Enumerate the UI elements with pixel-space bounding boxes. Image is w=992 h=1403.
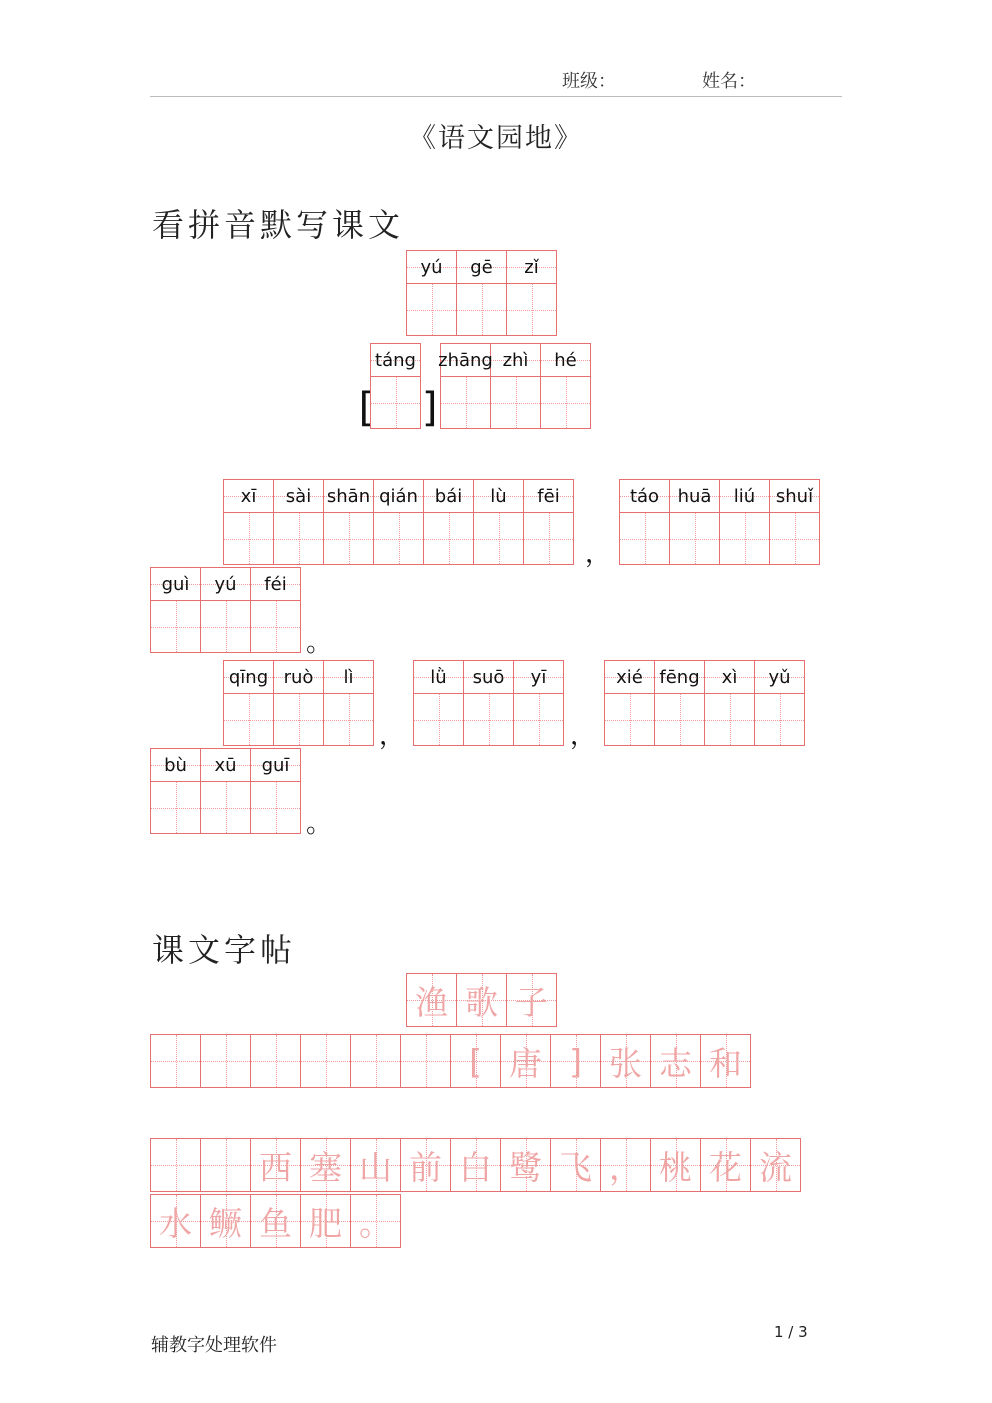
pinyin-text: fēng — [659, 666, 700, 688]
tracing-box — [301, 1035, 350, 1087]
pinyin-text: guì — [161, 573, 190, 595]
writing-box[interactable] — [424, 513, 473, 564]
writing-box[interactable] — [524, 513, 573, 564]
writing-box[interactable] — [541, 377, 590, 428]
tracing-box — [651, 1035, 700, 1087]
pinyin-cell — [250, 748, 301, 834]
copy-cell — [450, 1138, 501, 1192]
writing-box[interactable] — [464, 694, 513, 745]
pinyin-text: xì — [721, 666, 738, 688]
copy-line2-grid — [150, 1194, 401, 1248]
writing-box[interactable] — [514, 694, 563, 745]
tracing-char: 塞 — [309, 1147, 342, 1187]
writing-box[interactable] — [655, 694, 704, 745]
pinyin-cell — [373, 479, 424, 565]
pinyin-text: suō — [472, 666, 505, 688]
pinyin-cell — [150, 567, 201, 653]
pinyin-label — [224, 661, 273, 694]
tracing-char: 张 — [609, 1043, 642, 1083]
pinyin-text: ruò — [283, 666, 314, 688]
copy-cell — [250, 1194, 301, 1248]
copy-line1-grid — [150, 1138, 801, 1192]
writing-box[interactable] — [274, 694, 323, 745]
writing-box[interactable] — [441, 377, 490, 428]
copy-cell — [400, 1034, 451, 1088]
comma-1: ， — [585, 539, 612, 569]
pinyin-label — [464, 661, 513, 694]
pinyin-cell — [250, 567, 301, 653]
tracing-char: 西 — [259, 1147, 292, 1187]
writing-box[interactable] — [507, 284, 556, 335]
document-title: 《语文园地》 — [409, 123, 583, 154]
pinyin-text: xū — [214, 754, 237, 776]
pinyin-label — [457, 251, 506, 284]
bracket-close: ] — [419, 385, 444, 431]
pinyin-text: lì — [343, 666, 354, 688]
tracing-char: 志 — [659, 1043, 692, 1083]
pinyin-label — [507, 251, 556, 284]
pinyin-cell — [669, 479, 720, 565]
period-2: 。 — [306, 809, 333, 839]
copy-cell — [300, 1194, 351, 1248]
tracing-box — [451, 1139, 500, 1191]
copy-cell — [650, 1138, 701, 1192]
tracing-char: 鳜 — [209, 1203, 242, 1243]
pinyin-text: yú — [214, 573, 237, 595]
tracing-box — [251, 1139, 300, 1191]
copy-cell — [550, 1138, 601, 1192]
pinyin-label — [374, 480, 423, 513]
pinyin-text: sài — [285, 485, 312, 507]
pinyin-label — [407, 251, 456, 284]
copy-cell — [500, 1034, 551, 1088]
class-label: 班级： — [562, 71, 616, 92]
copy-cell — [150, 1138, 201, 1192]
tracing-box — [301, 1139, 350, 1191]
pinyin-text: gē — [470, 256, 493, 278]
copy-cell — [150, 1194, 201, 1248]
pinyin-cell — [323, 660, 374, 746]
copy-title-grid — [406, 973, 557, 1027]
pinyin-label — [438, 344, 493, 377]
pinyin-cell — [150, 748, 201, 834]
tracing-char: 山 — [359, 1147, 392, 1187]
tracing-box — [151, 1139, 200, 1191]
tracing-box — [601, 1035, 650, 1087]
pinyin-cell — [604, 660, 655, 746]
tracing-box — [301, 1195, 350, 1247]
tracing-box — [701, 1139, 750, 1191]
pinyin-cell — [223, 660, 274, 746]
writing-box[interactable] — [414, 694, 463, 745]
pinyin-cell — [523, 479, 574, 565]
tracing-char: 。 — [359, 1203, 392, 1243]
line1b-grid — [619, 479, 820, 565]
pinyin-cell — [463, 660, 514, 746]
author-grid — [440, 343, 591, 429]
pinyin-text: féi — [264, 573, 287, 595]
pinyin-cell — [223, 479, 274, 565]
copy-cell — [350, 1194, 401, 1248]
writing-box[interactable] — [201, 601, 250, 652]
pinyin-label — [201, 749, 250, 782]
pinyin-cell — [273, 660, 324, 746]
writing-box[interactable] — [224, 513, 273, 564]
comma-2: ， — [379, 721, 406, 751]
tracing-char: ， — [609, 1147, 642, 1187]
writing-box[interactable] — [324, 513, 373, 564]
tracing-box — [401, 1139, 450, 1191]
copy-cell — [650, 1034, 701, 1088]
pinyin-cell — [490, 343, 541, 429]
writing-box[interactable] — [605, 694, 654, 745]
pinyin-label — [251, 749, 300, 782]
tracing-char: 花 — [709, 1147, 742, 1187]
writing-box[interactable] — [670, 513, 719, 564]
pinyin-label — [224, 480, 273, 513]
writing-box[interactable] — [457, 284, 506, 335]
tracing-char: 鹭 — [509, 1147, 542, 1187]
tracing-box — [701, 1035, 750, 1087]
tracing-box — [351, 1139, 400, 1191]
copy-cell — [500, 1138, 551, 1192]
period-1: 。 — [306, 628, 333, 658]
pinyin-label — [620, 480, 669, 513]
pinyin-label — [541, 344, 590, 377]
line2a-grid — [223, 660, 374, 746]
tracing-box — [351, 1035, 400, 1087]
pinyin-cell — [423, 479, 474, 565]
writing-box[interactable] — [770, 513, 819, 564]
tracing-box — [401, 1035, 450, 1087]
pinyin-cell — [506, 250, 557, 336]
pinyin-text: bái — [434, 485, 463, 507]
copy-cell — [506, 973, 557, 1027]
pinyin-label — [324, 661, 373, 694]
pinyin-cell — [413, 660, 464, 746]
line1c-grid — [150, 567, 301, 653]
tracing-box — [407, 974, 456, 1026]
copy-cell — [600, 1138, 651, 1192]
line2b-grid — [413, 660, 564, 746]
pinyin-text: yú — [420, 256, 443, 278]
pinyin-label — [720, 480, 769, 513]
pinyin-text: zhì — [502, 349, 529, 371]
tracing-box — [251, 1195, 300, 1247]
tracing-box — [251, 1035, 300, 1087]
name-label: 姓名： — [702, 71, 756, 92]
pinyin-label — [371, 344, 420, 377]
tracing-box — [201, 1139, 250, 1191]
tracing-box — [151, 1195, 200, 1247]
pinyin-cell — [440, 343, 491, 429]
pinyin-label — [324, 480, 373, 513]
pinyin-label — [705, 661, 754, 694]
tracing-box — [201, 1195, 250, 1247]
pinyin-text: lù — [490, 485, 507, 507]
copy-cell — [700, 1034, 751, 1088]
poem-title-grid — [406, 250, 557, 336]
pinyin-cell — [719, 479, 770, 565]
pinyin-text: yī — [530, 666, 547, 688]
pinyin-text: xié — [616, 666, 643, 688]
pinyin-label — [770, 480, 819, 513]
tracing-box — [507, 974, 556, 1026]
pinyin-cell — [200, 567, 251, 653]
tracing-char: 前 — [409, 1147, 442, 1187]
copy-cell — [250, 1034, 301, 1088]
dynasty-grid — [370, 343, 421, 429]
pinyin-label — [524, 480, 573, 513]
writing-box[interactable] — [251, 601, 300, 652]
copy-cell — [200, 1138, 251, 1192]
line1a-grid — [223, 479, 574, 565]
writing-box[interactable] — [371, 377, 420, 428]
pinyin-cell — [473, 479, 524, 565]
section-title-pinyin-dictation: 看拼音默写课文 — [152, 206, 405, 244]
pinyin-text: yǔ — [768, 666, 791, 688]
tracing-box — [601, 1139, 650, 1191]
pinyin-cell — [200, 748, 251, 834]
pinyin-cell — [513, 660, 564, 746]
tracing-char: 歌 — [465, 982, 498, 1022]
tracing-box — [151, 1035, 200, 1087]
pinyin-text: qián — [379, 485, 418, 507]
footer-software-name: 辅教字处理软件 — [151, 1335, 277, 1356]
copy-cell — [250, 1138, 301, 1192]
pinyin-text: táng — [375, 349, 416, 371]
tracing-box — [501, 1139, 550, 1191]
writing-box[interactable] — [274, 513, 323, 564]
pinyin-text: xī — [240, 485, 257, 507]
pinyin-label — [251, 568, 300, 601]
tracing-box — [457, 974, 506, 1026]
copy-cell — [150, 1034, 201, 1088]
pinyin-cell — [323, 479, 374, 565]
comma-3: ， — [570, 721, 597, 751]
pinyin-label — [491, 344, 540, 377]
pinyin-label — [655, 661, 704, 694]
copy-cell — [350, 1034, 401, 1088]
copy-cell — [350, 1138, 401, 1192]
pinyin-label — [414, 661, 463, 694]
tracing-char: 流 — [759, 1147, 792, 1187]
section-title-copybook: 课文字帖 — [152, 931, 297, 969]
tracing-char: 和 — [709, 1043, 742, 1083]
pinyin-label — [605, 661, 654, 694]
writing-box[interactable] — [720, 513, 769, 564]
pinyin-text: bù — [164, 754, 187, 776]
copy-cell — [200, 1194, 251, 1248]
copy-cell — [700, 1138, 751, 1192]
copy-cell — [300, 1034, 351, 1088]
tracing-char: 鱼 — [259, 1203, 292, 1243]
tracing-box — [501, 1035, 550, 1087]
writing-box[interactable] — [620, 513, 669, 564]
copy-cell — [300, 1138, 351, 1192]
writing-box[interactable] — [224, 694, 273, 745]
tracing-box — [651, 1139, 700, 1191]
tracing-box — [551, 1139, 600, 1191]
pinyin-text: shān — [326, 485, 371, 507]
pinyin-label — [474, 480, 523, 513]
pinyin-label — [274, 661, 323, 694]
pinyin-label — [201, 568, 250, 601]
pinyin-text: hé — [554, 349, 577, 371]
tracing-char: 白 — [459, 1147, 492, 1187]
tracing-box — [751, 1139, 800, 1191]
pinyin-label — [274, 480, 323, 513]
tracing-box — [551, 1035, 600, 1087]
tracing-box — [201, 1035, 250, 1087]
copy-cell — [550, 1034, 601, 1088]
writing-box[interactable] — [755, 694, 804, 745]
tracing-char: 子 — [515, 982, 548, 1022]
writing-box[interactable] — [407, 284, 456, 335]
tracing-char: ] — [569, 1041, 582, 1081]
tracing-char: 渔 — [415, 982, 448, 1022]
copy-cell — [456, 973, 507, 1027]
pinyin-text: guī — [261, 754, 290, 776]
header-divider — [150, 96, 842, 97]
writing-box[interactable] — [151, 601, 200, 652]
page-indicator: 1 / 3 — [774, 1323, 808, 1341]
pinyin-text: fēi — [537, 485, 560, 507]
pinyin-text: shuǐ — [775, 485, 814, 507]
tracing-box — [451, 1035, 500, 1087]
copy-cell — [600, 1034, 651, 1088]
pinyin-cell — [754, 660, 805, 746]
pinyin-text: táo — [629, 485, 660, 507]
line2d-grid — [150, 748, 301, 834]
pinyin-text: liú — [733, 485, 756, 507]
pinyin-text: zǐ — [524, 256, 539, 278]
pinyin-cell — [273, 479, 324, 565]
copy-cell — [450, 1034, 501, 1088]
writing-box[interactable] — [705, 694, 754, 745]
writing-box[interactable] — [491, 377, 540, 428]
pinyin-label — [151, 568, 200, 601]
pinyin-text: huā — [677, 485, 712, 507]
bracket-open: [ — [353, 385, 378, 431]
copy-cell — [400, 1138, 451, 1192]
writing-box[interactable] — [474, 513, 523, 564]
tracing-char: 唐 — [509, 1043, 542, 1083]
tracing-char: 桃 — [659, 1147, 692, 1187]
pinyin-label — [424, 480, 473, 513]
tracing-box — [351, 1195, 400, 1247]
tracing-char: [ — [469, 1041, 482, 1081]
tracing-char: 肥 — [309, 1203, 342, 1243]
copy-cell — [406, 973, 457, 1027]
pinyin-label — [514, 661, 563, 694]
pinyin-cell — [456, 250, 507, 336]
pinyin-cell — [370, 343, 421, 429]
pinyin-cell — [654, 660, 705, 746]
copy-cell — [750, 1138, 801, 1192]
pinyin-cell — [540, 343, 591, 429]
pinyin-cell — [406, 250, 457, 336]
pinyin-cell — [769, 479, 820, 565]
writing-box[interactable] — [151, 782, 200, 833]
copy-author-grid — [150, 1034, 751, 1088]
pinyin-cell — [619, 479, 670, 565]
tracing-char: 水 — [159, 1203, 192, 1243]
pinyin-label — [151, 749, 200, 782]
writing-box[interactable] — [251, 782, 300, 833]
writing-box[interactable] — [374, 513, 423, 564]
pinyin-label — [670, 480, 719, 513]
writing-box[interactable] — [201, 782, 250, 833]
pinyin-text: qīng — [228, 666, 269, 688]
pinyin-text: lǜ — [430, 666, 447, 688]
writing-box[interactable] — [324, 694, 373, 745]
pinyin-cell — [704, 660, 755, 746]
tracing-char: 飞 — [559, 1147, 592, 1187]
pinyin-text: zhāng — [438, 349, 493, 371]
line2c-grid — [604, 660, 805, 746]
pinyin-label — [755, 661, 804, 694]
copy-cell — [200, 1034, 251, 1088]
